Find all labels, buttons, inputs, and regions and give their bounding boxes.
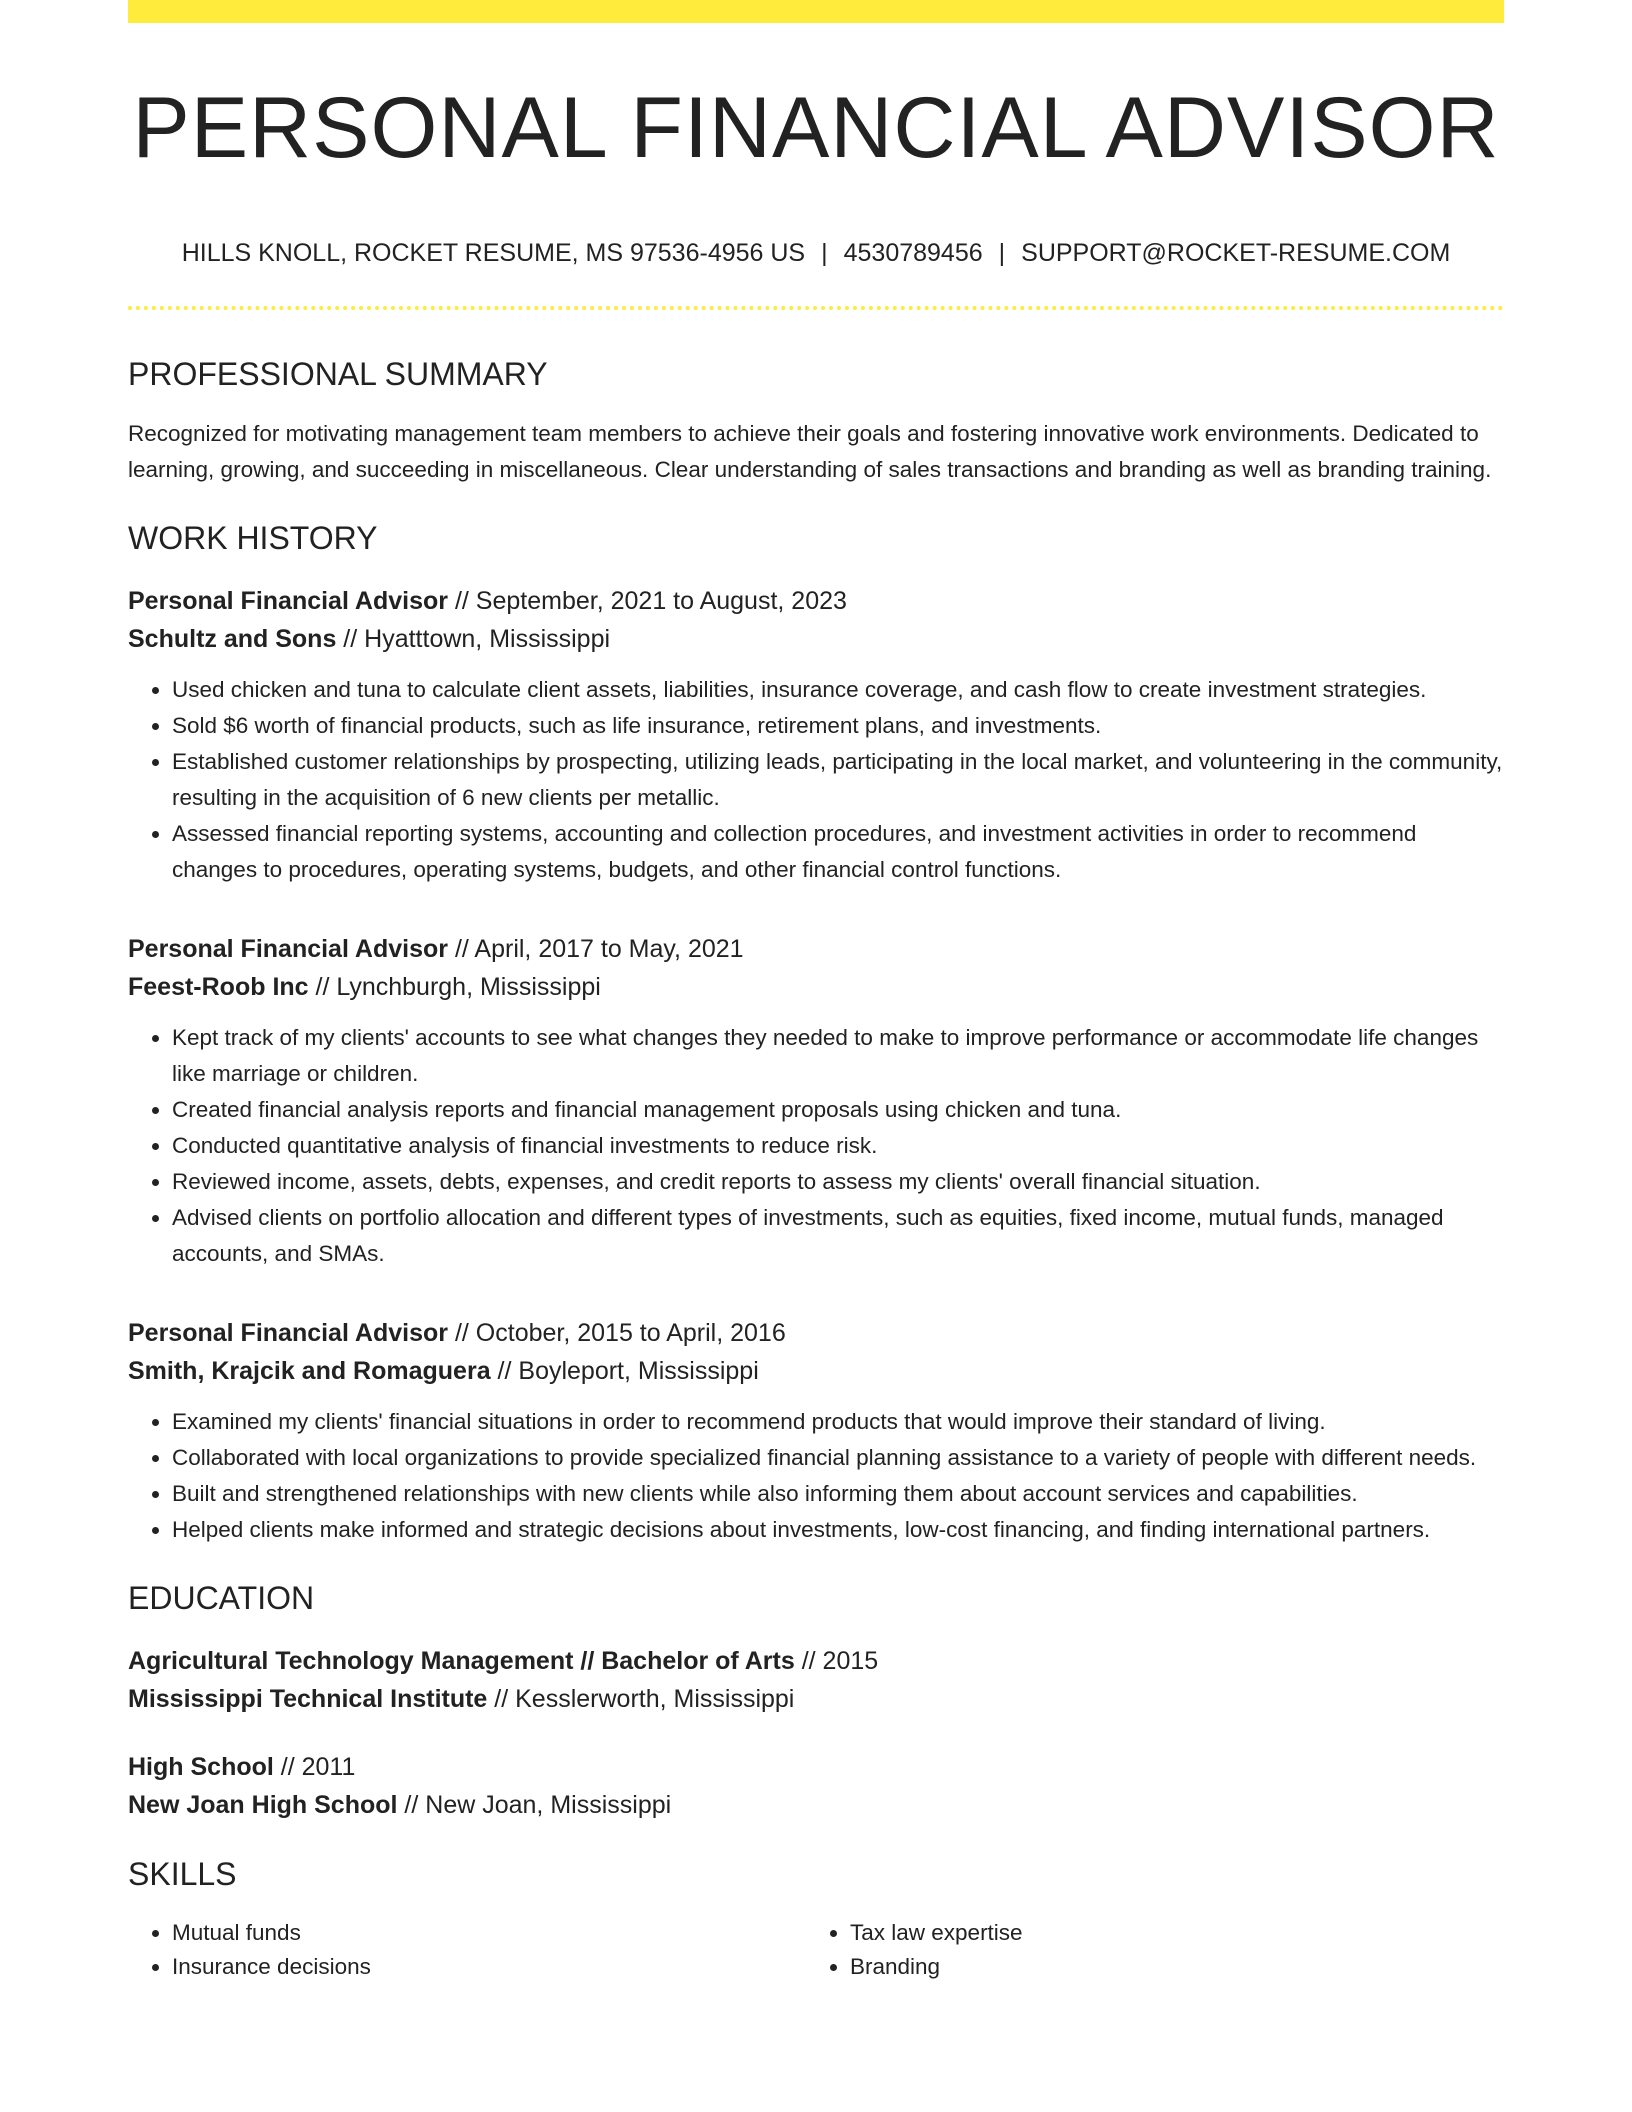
skills-column-right <box>806 1916 1484 1984</box>
contact-separator: | <box>998 239 1006 267</box>
job-dates: // April, 2017 to May, 2021 <box>448 935 744 963</box>
resume-page <box>128 0 1504 1984</box>
skill-item: • Insurance decisions <box>172 1950 806 1984</box>
job-bullet: • Used chicken and tuna to calculate client assets, liabilities, insurance coverage, and cash flow to create investment strategies. <box>172 672 1504 708</box>
education-year: // 2015 <box>794 1647 879 1675</box>
job-bullet: • Helped clients make informed and strategic decisions about investments, low-cost financing, and finding international partners. <box>172 1512 1504 1548</box>
section-title-skills: SKILLS <box>128 1856 237 1892</box>
education-year: // 2011 <box>273 1753 356 1781</box>
education-school: New Joan High School <box>128 1791 398 1819</box>
job-role: Personal Financial Advisor <box>128 1319 449 1347</box>
job-location: // Hyatttown, Mississippi <box>336 625 611 653</box>
summary-text: Recognized for motivating management team members to achieve their goals and fostering innovative work environments. Dedicated to learning, growing, and succeeding in miscellaneous. Clear understanding of sales transactions and branding as well as branding training. <box>128 421 1492 482</box>
section-title-summary: PROFESSIONAL SUMMARY <box>128 356 548 392</box>
job-bullets <box>128 1020 1504 1272</box>
education-entry <box>128 1748 1504 1824</box>
job-location: // Lynchburgh, Mississippi <box>308 973 601 1001</box>
section-title-work-history: WORK HISTORY <box>128 520 378 556</box>
job-entry <box>128 1314 1504 1548</box>
job-bullets <box>128 1404 1504 1548</box>
job-bullet: • Built and strengthened relationships with new clients while also informing them about account services and capabilities. <box>172 1476 1504 1512</box>
job-company: Feest-Roob Inc <box>128 973 309 1001</box>
contact-email: SUPPORT@ROCKET-RESUME.COM <box>1021 239 1451 267</box>
job-dates: // September, 2021 to August, 2023 <box>448 587 847 615</box>
job-bullet: • Conducted quantitative analysis of financial investments to reduce risk. <box>172 1128 1504 1164</box>
education-degree: High School <box>128 1753 274 1781</box>
job-entry <box>128 582 1504 888</box>
job-role: Personal Financial Advisor <box>128 935 449 963</box>
top-accent-bar <box>128 0 1504 23</box>
education-location: // New Joan, Mississippi <box>397 1791 672 1819</box>
dotted-divider <box>128 306 1504 310</box>
skill-item: • Tax law expertise <box>850 1916 1484 1950</box>
education-entry <box>128 1642 1504 1718</box>
resume-title: PERSONAL FINANCIAL ADVISOR <box>132 80 1500 176</box>
contact-phone: 4530789456 <box>843 239 983 267</box>
job-role: Personal Financial Advisor <box>128 587 449 615</box>
job-company: Smith, Krajcik and Romaguera <box>128 1357 491 1385</box>
contact-line <box>128 241 1504 266</box>
section-title-education: EDUCATION <box>128 1580 315 1616</box>
job-bullet: • Sold $6 worth of financial products, such as life insurance, retirement plans, and investments. <box>172 708 1504 744</box>
skills-list <box>128 1916 1504 1984</box>
job-company: Schultz and Sons <box>128 625 337 653</box>
job-bullet: • Established customer relationships by prospecting, utilizing leads, participating in the local market, and volunteering in the community, resulting in the acquisition of 6 new clients per metallic. <box>172 744 1504 816</box>
skills-column-left <box>128 1916 806 1984</box>
education-location: // Kesslerworth, Mississippi <box>487 1685 795 1713</box>
job-location: // Boyleport, Mississippi <box>490 1357 759 1385</box>
job-bullet: • Examined my clients' financial situations in order to recommend products that would improve their standard of living. <box>172 1404 1504 1440</box>
education-degree: Agricultural Technology Management // Bachelor of Arts <box>128 1647 795 1675</box>
contact-separator: | <box>821 239 828 267</box>
job-bullet: • Reviewed income, assets, debts, expenses, and credit reports to assess my clients' overall financial situation. <box>172 1164 1504 1200</box>
skill-item: • Branding <box>850 1950 1484 1984</box>
job-bullet: • Created financial analysis reports and financial management proposals using chicken and tuna. <box>172 1092 1504 1128</box>
job-entry <box>128 930 1504 1272</box>
job-bullets <box>128 672 1504 888</box>
job-bullet: • Advised clients on portfolio allocation and different types of investments, such as equities, fixed income, mutual funds, managed accounts, and SMAs. <box>172 1200 1504 1272</box>
contact-address: HILLS KNOLL, ROCKET RESUME, MS 97536-4956 US <box>181 239 806 267</box>
skill-item: • Mutual funds <box>172 1916 806 1950</box>
job-bullet: • Collaborated with local organizations to provide specialized financial planning assistance to a variety of people with different needs. <box>172 1440 1504 1476</box>
job-bullet: • Assessed financial reporting systems, accounting and collection procedures, and investment activities in order to recommend changes to procedures, operating systems, budgets, and other financial control functions. <box>172 816 1504 888</box>
job-bullet: • Kept track of my clients' accounts to see what changes they needed to make to improve performance or accommodate life changes like marriage or children. <box>172 1020 1504 1092</box>
job-dates: // October, 2015 to April, 2016 <box>448 1319 786 1347</box>
education-school: Mississippi Technical Institute <box>128 1685 488 1713</box>
